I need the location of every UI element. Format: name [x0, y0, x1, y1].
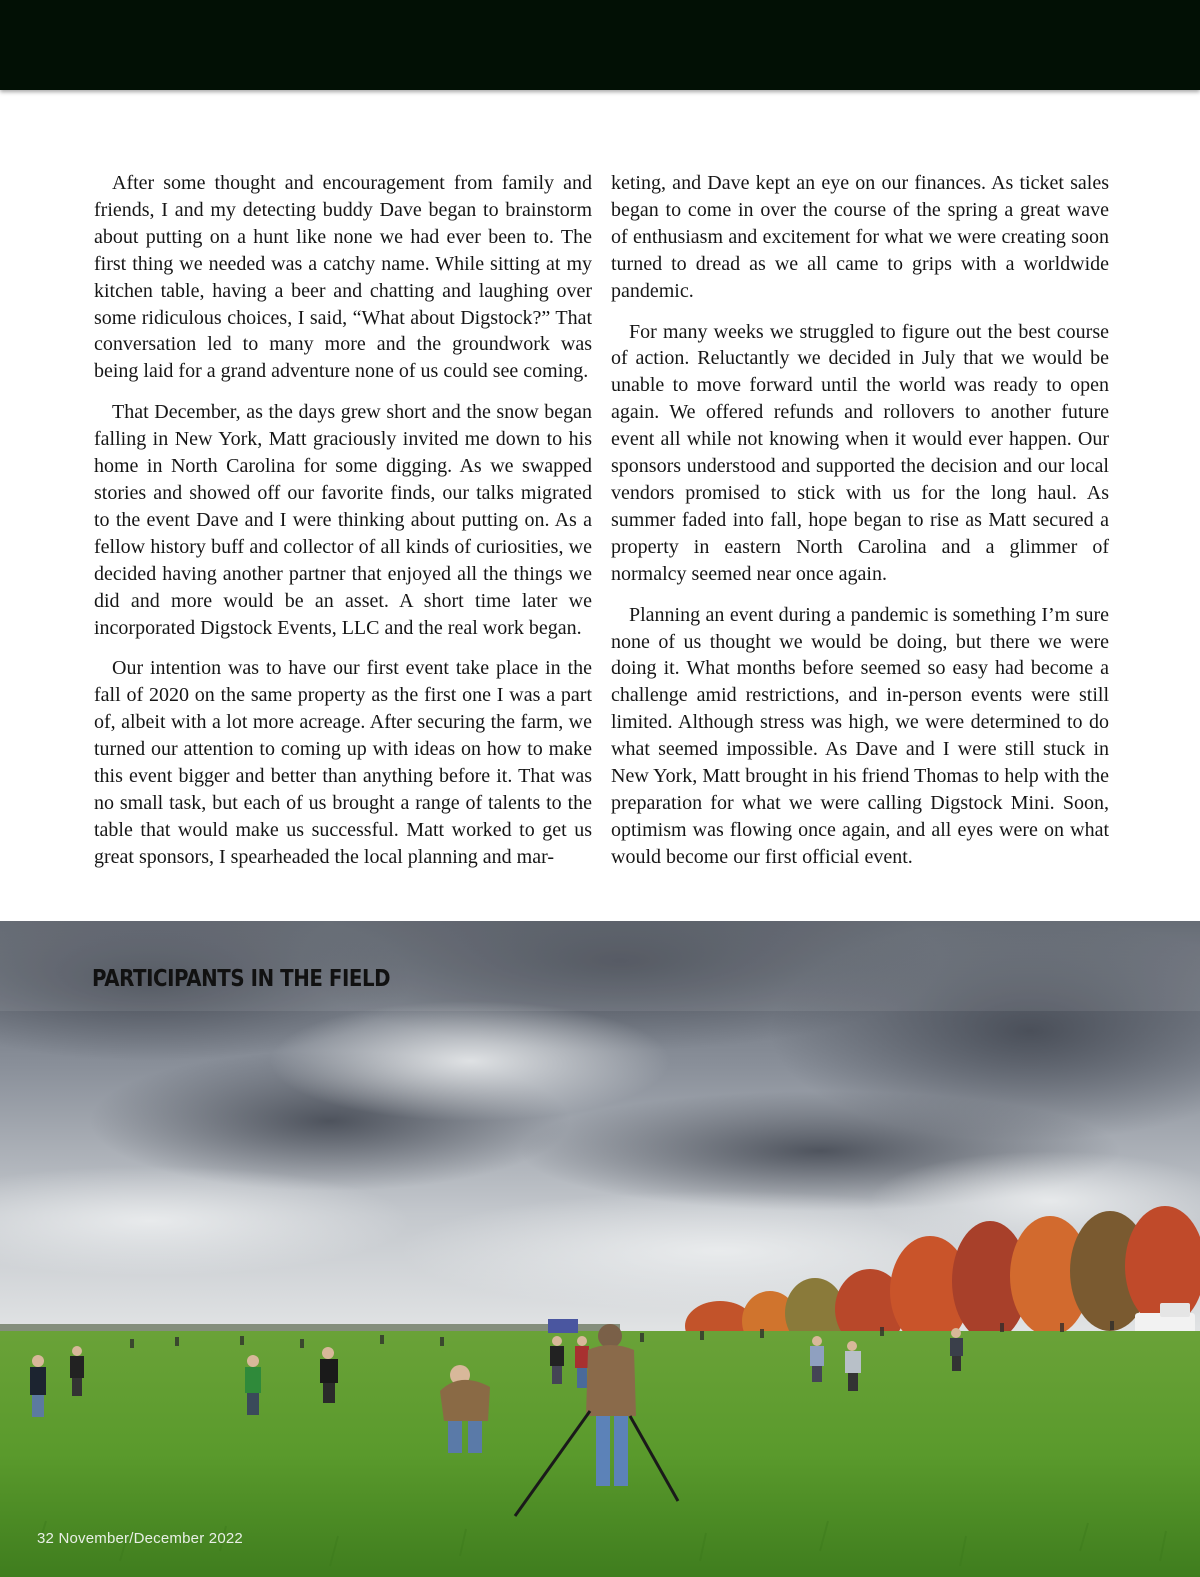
- article-column-left: [94, 170, 592, 885]
- paragraph: That December, as the days grew short and the snow began falling in New York, Matt graciously invited me down to his home in North Carolina for some digging. As we swapped stories and showed off our favorite finds, our talks migrated to the event Dave and I were thinking about putting on. As a fellow history buff and collector of all kinds of curiosities, we decided having another partner that enjoyed all the things we did and more would be an asset. A short time later we incorporated Digstock Events, LLC and the real work began.: [94, 401, 592, 639]
- article-body: [94, 170, 1110, 885]
- photo-caption: PARTICIPANTS IN THE FIELD: [92, 966, 391, 992]
- field-photo: [0, 921, 1200, 1577]
- paragraph: After some thought and encouragement from family and friends, I and my detecting buddy Dave began to brainstorm about putting on a hunt like none we had ever been to. The first thing we needed was a catchy name. While sitting at my kitchen table, having a beer and chatting and laughing over some ridiculous choices, I said, “What about Digstock?” That conversation led to many more and the groundwork was being laid for a grand adventure none of us could see coming.: [94, 172, 592, 383]
- article-column-right: [611, 170, 1109, 885]
- paragraph: keting, and Dave kept an eye on our finances. As ticket sales began to come in over the course of the spring a great wave of enthusiasm and excitement for what we were creating soon turned to dread as we all came to grips with a worldwide pandemic.: [611, 172, 1109, 302]
- paragraph: Planning an event during a pandemic is something I’m sure none of us thought we would be doing, but there we were doing it. What months before seemed so easy had become a challenge amid restrictions, and in-person events were still limited. Although stress was high, we were determined to do what seemed impossible. As Dave and I were still stuck in New York, Matt brought in his friend Thomas to help with the preparation for what we were calling Digstock Mini. Soon, optimism was flowing once again, and all eyes were on what would become our first official event.: [611, 603, 1109, 868]
- header-bar: [0, 0, 1200, 90]
- paragraph: Our intention was to have our first event take place in the fall of 2020 on the same property as the first one I was a part of, albeit with a lot more acreage. After securing the farm, we turned our attention to coming up with ideas on how to make this event bigger and better than anything before it. That was no small task, but each of us brought a range of talents to the table that would make us successful. Matt worked to get us great sponsors, I spearheaded the local planning and mar-: [94, 657, 592, 868]
- page-folio: 32 November/December 2022: [37, 1530, 243, 1547]
- paragraph: For many weeks we struggled to figure out the best course of action. Reluctantly we decided in July that we would be unable to move forward until the world was ready to open again. We offered refunds and rollovers to another future event all while not knowing when it would ever happen. Our sponsors understood and supported the decision and our local vendors promised to stick with us for the long haul. As summer faded into fall, hope began to rise as Matt secured a property in eastern North Carolina and a glimmer of normalcy seemed near once again.: [611, 320, 1109, 585]
